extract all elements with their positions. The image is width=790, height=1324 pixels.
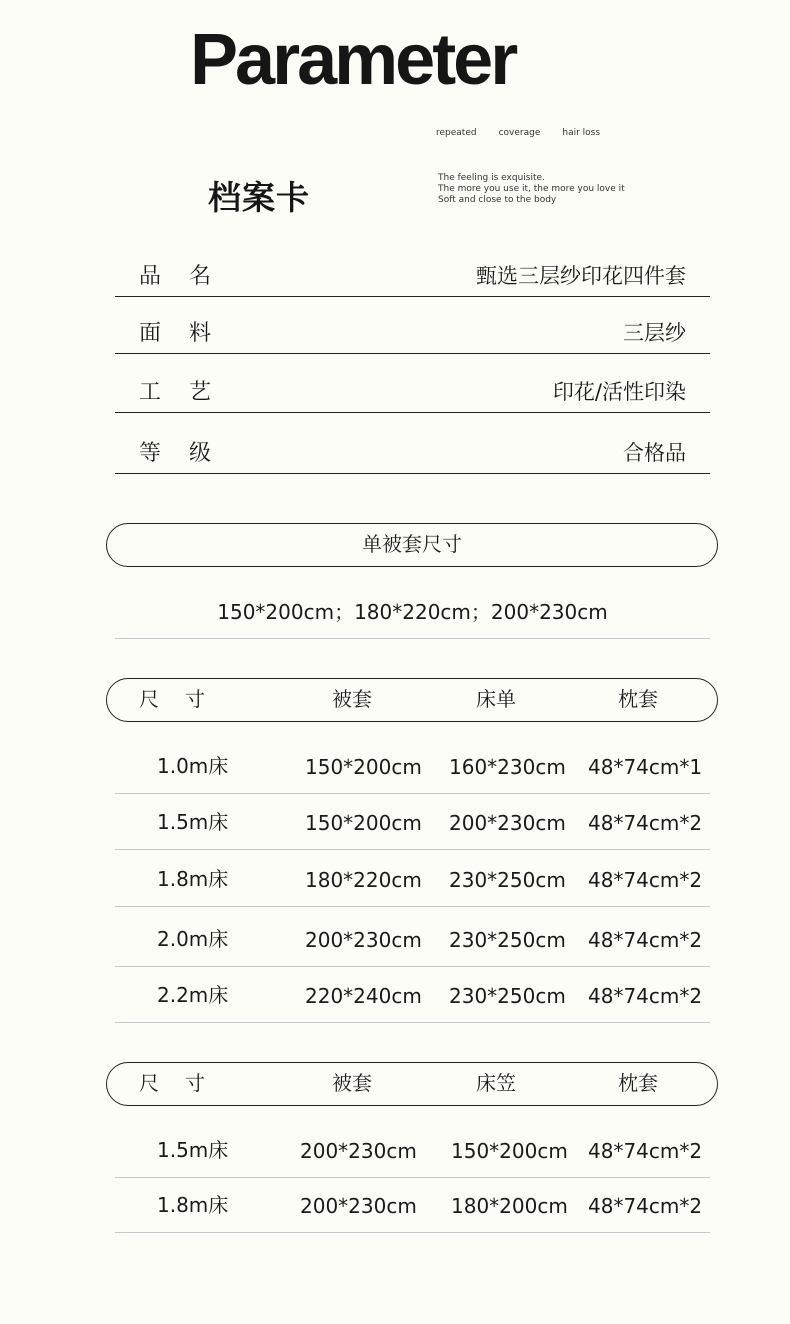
spec-row-grade [115,430,710,474]
header-pillowcase: 枕套 [618,687,658,711]
tagline [438,173,625,206]
subtitle: 档案卡 [208,178,310,217]
spec-label: 工艺 [139,380,240,405]
cell-pillowcase: 48*74cm*2 [588,868,703,892]
table-row [115,1178,710,1233]
cell-duvet: 200*230cm [300,1139,417,1163]
single-duvet-header [106,523,718,567]
header-duvet: 被套 [332,1071,372,1095]
cell-pillowcase: 48*74cm*2 [588,928,703,952]
header-duvet: 被套 [332,687,372,711]
cell-duvet: 150*200cm [305,755,422,779]
tag: repeated [436,128,477,138]
cell-size: 2.0m床 [157,927,229,951]
single-duvet-sizes: 150*200cm；180*220cm；200*230cm [217,600,608,624]
cell-sheet: 230*250cm [449,928,566,952]
header-pillowcase: 枕套 [618,1071,658,1095]
cell-pillowcase: 48*74cm*2 [588,1194,703,1218]
cell-duvet: 150*200cm [305,811,422,835]
header-size: 尺寸 [139,687,231,711]
cell-sheet: 160*230cm [449,755,566,779]
cell-sheet: 230*250cm [449,868,566,892]
table-row [115,907,710,967]
page-title: Parameter [190,20,516,100]
cell-fitted-sheet: 180*200cm [451,1194,568,1218]
cell-duvet: 200*230cm [300,1194,417,1218]
cell-pillowcase: 48*74cm*2 [588,811,703,835]
table2-header [106,1062,718,1106]
cell-duvet: 220*240cm [305,984,422,1008]
header-size: 尺寸 [139,1071,231,1095]
table-row [115,794,710,850]
cell-duvet: 200*230cm [305,928,422,952]
spec-label: 面料 [139,321,240,346]
cell-size: 2.2m床 [157,983,229,1007]
cell-pillowcase: 48*74cm*2 [588,984,703,1008]
tag: hair loss [562,128,601,138]
cell-fitted-sheet: 150*200cm [451,1139,568,1163]
spec-value: 印花/活性印染 [552,380,686,404]
cell-size: 1.0m床 [157,754,229,778]
tagline-line: The more you use it, the more you love it [438,184,625,194]
tag: coverage [498,128,541,138]
header-sheet: 床单 [476,687,516,711]
spec-value: 甄选三层纱印花四件套 [476,264,686,288]
spec-row-name [115,253,710,297]
spec-label: 等级 [139,441,240,466]
cell-sheet: 230*250cm [449,984,566,1008]
cell-pillowcase: 48*74cm*1 [588,755,703,779]
spec-value: 三层纱 [623,321,686,345]
tag-list [436,128,622,138]
tagline-line: The feeling is exquisite. [438,173,545,183]
table1-header [106,678,718,722]
cell-size: 1.8m床 [157,867,229,891]
spec-row-fabric [115,310,710,354]
cell-size: 1.5m床 [157,810,229,834]
spec-value: 合格品 [623,441,686,465]
spec-label: 品名 [139,264,240,289]
tagline-line: Soft and close to the body [438,195,557,205]
cell-size: 1.8m床 [157,1193,229,1217]
table-row [115,967,710,1023]
spec-row-craft [115,369,710,413]
cell-pillowcase: 48*74cm*2 [588,1139,703,1163]
single-duvet-title: 单被套尺寸 [362,532,462,556]
divider [115,638,710,639]
header-fitted-sheet: 床笠 [476,1071,516,1095]
table-row [115,738,710,794]
cell-duvet: 180*220cm [305,868,422,892]
table-row [115,1122,710,1178]
cell-size: 1.5m床 [157,1138,229,1162]
table-row [115,850,710,907]
cell-sheet: 200*230cm [449,811,566,835]
